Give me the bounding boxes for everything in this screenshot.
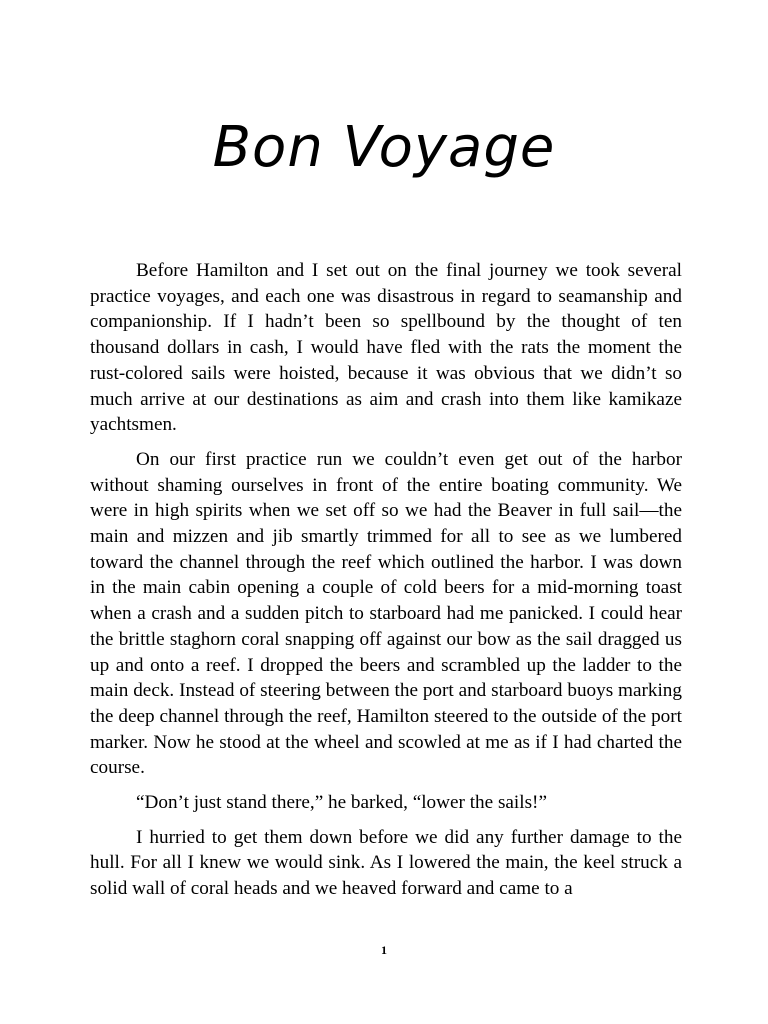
page-number: 1: [381, 943, 387, 957]
body-text: [90, 258, 682, 911]
paragraph-4: I hurried to get them down before we did any further damage to the hull. For all I knew we would sink. As I lowered the main, the keel struck a solid wall of coral heads and we heaved forward and came to a: [90, 826, 682, 900]
paragraph-1: Before Hamilton and I set out on the final journey we took several practice voyages, and each one was disastrous in regard to seamanship and companionship. If I hadn’t been so spellbound by the thought of ten thousand dollars in cash, I would have fled with the rats the moment the rust-colored sails were hoisted, because it was obvious that we didn’t so much arrive at our destinations as aim and crash into them like kamikaze yachtsmen.: [90, 260, 682, 436]
paragraph-3: “Don’t just stand there,” he barked, “lower the sails!”: [136, 792, 547, 814]
paragraph-2: On our first practice run we couldn’t even get out of the harbor without shaming ourselves in front of the entire boating community. We were in high spirits when we set off so we had the Beaver in full sail—the main and mizzen and jib smartly trimmed for all to see as we lumbered toward the channel through the reef which outlined the harbor. I was down in the main cabin opening a couple of cold beers for a mid-morning toast when a crash and a sudden pitch to starboard had me panicked. I could hear the brittle staghorn coral snapping off against our bow as the sail dragged us up and onto a reef. I dropped the beers and scrambled up the ladder to the main deck. Instead of steering between the port and starboard buoys marking the deep channel through the reef, Hamilton steered to the outside of the port marker. Now he stood at the wheel and scowled at me as if I had charted the course.: [90, 448, 682, 779]
chapter-title: Bon Voyage: [212, 115, 556, 180]
